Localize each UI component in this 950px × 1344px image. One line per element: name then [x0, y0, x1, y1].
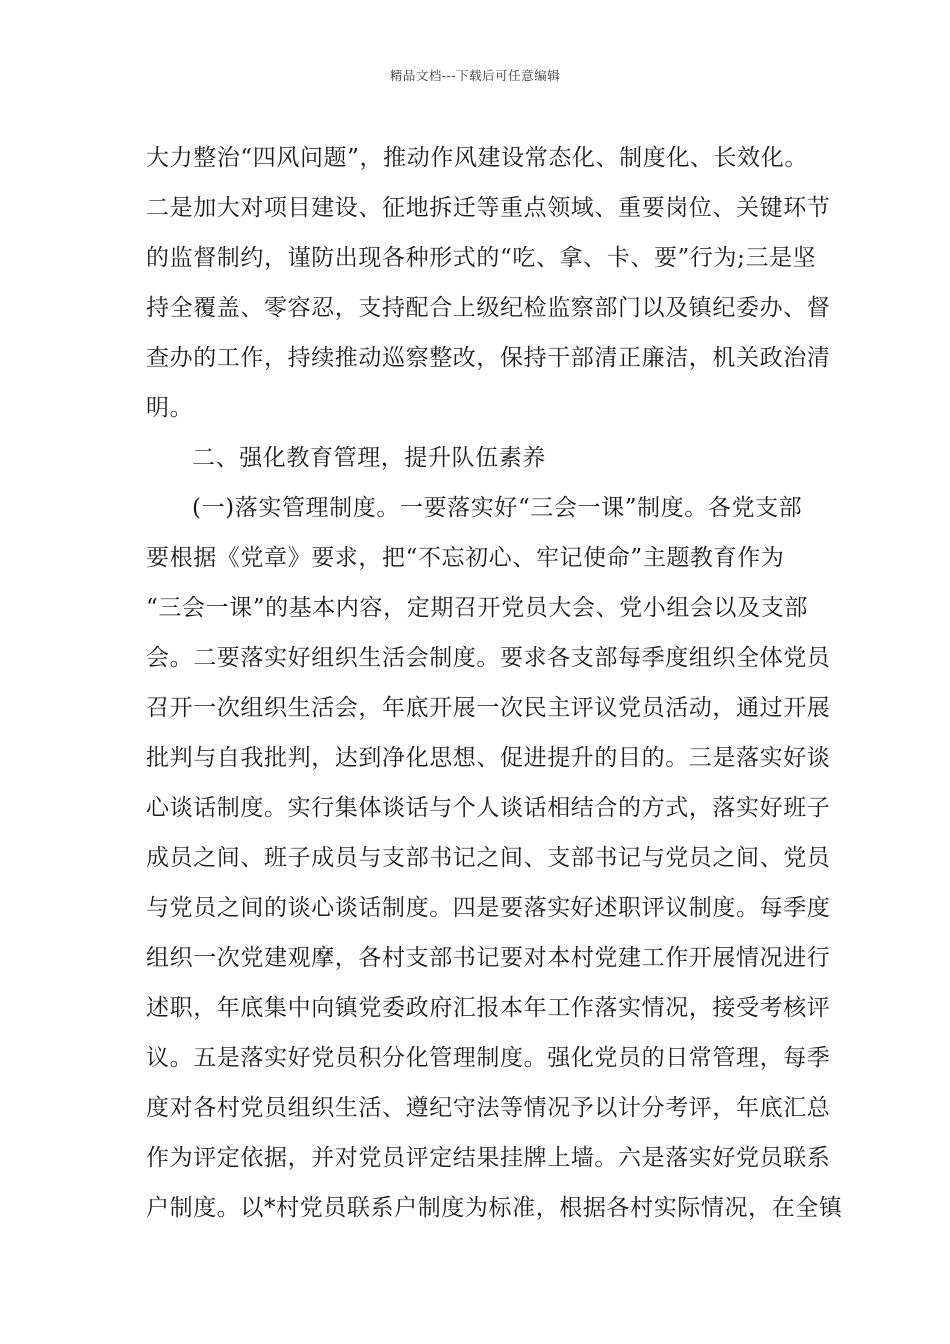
text-line: 议。五是落实好党员积分化管理制度。强化党员的日常管理，每季: [146, 1045, 831, 1071]
text-line: 查办的工作，持续推动巡察整改，保持干部清正廉洁，机关政治清: [146, 345, 831, 371]
text-line: 的监督制约，谨防出现各种形式的“吃、拿、卡、要”行为;三是坚: [146, 245, 817, 271]
text-line: 度对各村党员组织生活、遵纪守法等情况予以计分考评，年底汇总: [146, 1095, 831, 1121]
text-line: 与党员之间的谈心谈话制度。四是要落实好述职评议制度。每季度: [146, 895, 831, 921]
text-line: 成员之间、班子成员与支部书记之间、支部书记与党员之间、党员: [146, 845, 831, 871]
page-header: 精品文档---下载后可任意编辑: [389, 68, 561, 83]
text-line: 述职，年底集中向镇党委政府汇报本年工作落实情况，接受考核评: [146, 995, 831, 1021]
text-line: (一)落实管理制度。一要落实好“三会一课”制度。各党支部: [192, 495, 803, 521]
text-line: “三会一课”的基本内容，定期召开党员大会、党小组会以及支部: [146, 595, 808, 621]
text-line: 持全覆盖、零容忍，支持配合上级纪检监察部门以及镇纪委办、督: [146, 295, 831, 321]
text-line: 心谈话制度。实行集体谈话与个人谈话相结合的方式，落实好班子: [146, 795, 831, 821]
text-line: 要根据《党章》要求，把“不忘初心、牢记使命”主题教育作为: [146, 545, 785, 571]
text-line: 召开一次组织生活会，年底开展一次民主评议党员活动，通过开展: [146, 695, 831, 721]
text-line: 户制度。以*村党员联系户制度为标准，根据各村实际情况，在全镇: [146, 1195, 843, 1221]
text-line: 二是加大对项目建设、征地拆迁等重点领域、重要岗位、关键环节: [146, 195, 831, 221]
section-heading: 二、强化教育管理，提升队伍素养: [192, 445, 546, 471]
text-line: 作为评定依据，并对党员评定结果挂牌上墙。六是落实好党员联系: [146, 1145, 831, 1171]
text-line: 会。二要落实好组织生活会制度。要求各支部每季度组织全体党员: [146, 645, 831, 671]
text-line: 组织一次党建观摩，各村支部书记要对本村党建工作开展情况进行: [146, 945, 831, 971]
text-line: 批判与自我批判，达到净化思想、促进提升的目的。三是落实好谈: [146, 745, 831, 771]
text-line: 大力整治“四风问题”，推动作风建设常态化、制度化、长效化。: [146, 145, 808, 171]
text-line: 明。: [146, 395, 194, 421]
